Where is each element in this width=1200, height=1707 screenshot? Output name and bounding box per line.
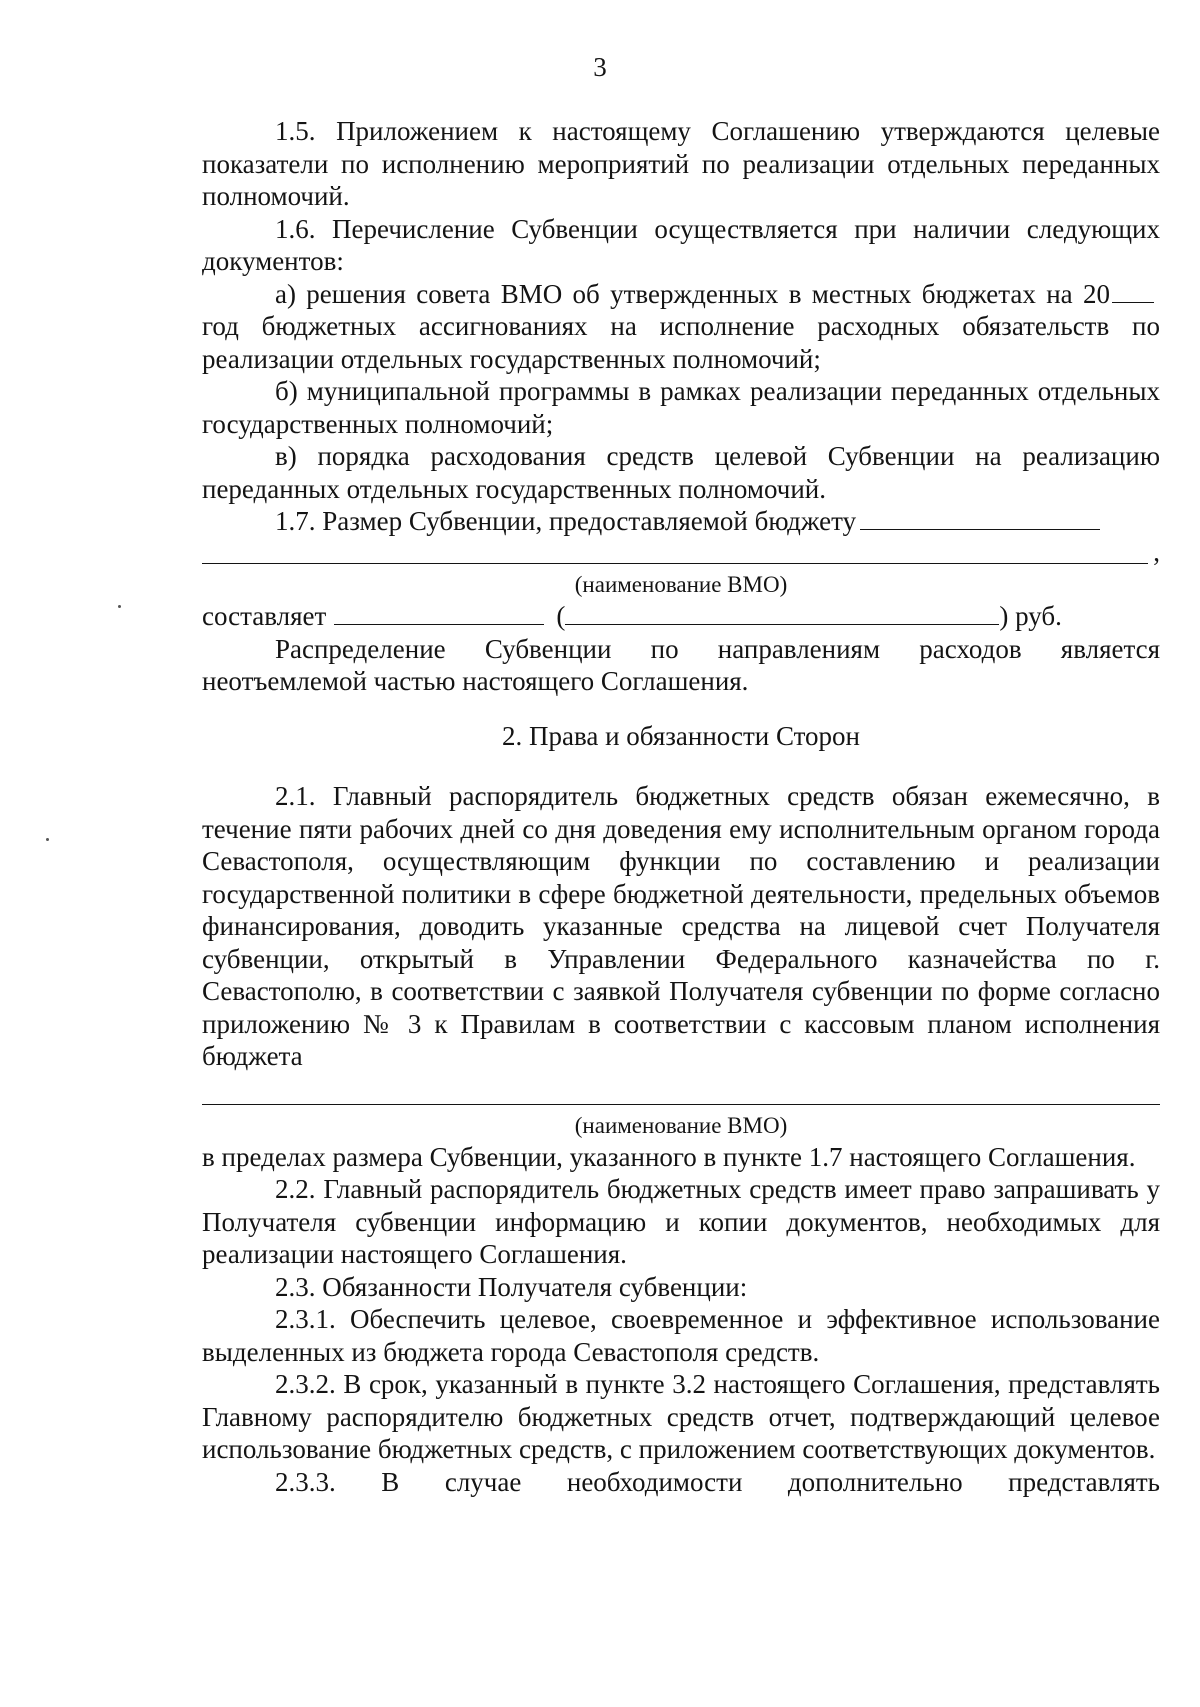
caption-vmo-name: (наименование ВМО) [574,572,788,597]
paragraph-1-6-a-end: год бюджетных ассигнованиях на исполнение расходных обязательств по реализации отдельных государственных полномочий; [202,311,1160,374]
page-number: 3 [593,52,607,82]
amount-label: составляет [202,601,327,631]
paragraph-2-2: 2.2. Главный распорядитель бюджетных средств имеет право запрашивать у Получателя субвенции информацию и копии документов, необходимых для реализации настоящего Соглашения. [202,1174,1160,1269]
paragraph-1-7-text: 1.7. Размер Субвенции, предоставляемой бюджету [275,506,857,536]
scan-speck [118,605,121,608]
scan-speck [46,838,49,841]
paragraph-1-6-v: в) порядка расходования средств целевой Субвенции на реализацию переданных отдельных государственных полномочий. [202,441,1160,504]
amount-words-blank[interactable] [565,602,999,625]
amount-row [202,600,1160,633]
document-body [202,115,1160,1498]
paragraph-2-1-end: в пределах размера Субвенции, указанного в пункте 1.7 настоящего Соглашения. [202,1141,1136,1172]
amount-digits-blank[interactable] [334,602,544,625]
amount-paren-open: ( [556,601,566,631]
section-2-heading: 2. Права и обязанности Сторон [501,720,861,751]
paragraph-2-3-2: 2.3.2. В срок, указанный в пункте 3.2 настоящего Соглашения, представлять Главному распорядителю бюджетных средств отчет, подтверждающий целевое использование бюджетных средств, с приложением соответствующих документов. [202,1369,1160,1464]
vmo-budget-underline [202,1104,1160,1105]
year-blank[interactable] [1112,280,1154,303]
paragraph-1-6: 1.6. Перечисление Субвенции осуществляется при наличии следующих документов: [202,213,1160,276]
paragraph-1-5: 1.5. Приложением к настоящему Соглашению утверждаются целевые показатели по исполнению мероприятий по реализации отдельных переданных полномочий. [202,116,1160,211]
paragraph-2-3-3: 2.3.3. В случае необходимости дополнительно представлять [275,1466,1160,1497]
caption-vmo-name-2: (наименование ВМО) [574,1112,788,1138]
vmo-name-line[interactable] [202,538,1160,571]
vmo-budget-line[interactable] [202,1073,1160,1111]
paragraph-1-6-a [202,278,1160,376]
paragraph-1-6-a-start: а) решения совета ВМО об утвержденных в местных бюджетах на 20 [275,278,1110,309]
vmo-name-comma: , [1153,536,1160,567]
vmo-name-underline [202,563,1148,564]
paragraph-1-7 [202,505,1160,538]
paragraph-2-3: 2.3. Обязанности Получателя субвенции: [275,1271,748,1302]
amount-paren-close: ) руб. [999,601,1062,631]
budget-name-blank[interactable] [860,507,1100,530]
paragraph-distribution: Распределение Субвенции по направлениям расходов является неотъемлемой частью настоящего Соглашения. [202,633,1160,696]
paragraph-1-6-b: б) муниципальной программы в рамках реализации переданных отдельных государственных полномочий; [202,376,1160,439]
paragraph-2-1: 2.1. Главный распорядитель бюджетных средств обязан ежемесячно, в течение пяти рабочих дней со дня доведения ему исполнительным органом города Севастополя, осуществляющим функции по составлению и реализации государственной политики в сфере бюджетной деятельности, предельных объемов финансирования, доводить указанные средства на лицевой счет Получателя субвенции, открытый в Управлении Федерального казначейства по г. Севастополю, в соответствии с заявкой Получателя субвенции по форме согласно приложению № 3 к Правилам в соответствии с кассовым планом исполнения бюджета [202,781,1160,1071]
paragraph-2-3-1: 2.3.1. Обеспечить целевое, своевременное и эффективное использование выделенных из бюджета города Севастополя средств. [202,1304,1160,1367]
